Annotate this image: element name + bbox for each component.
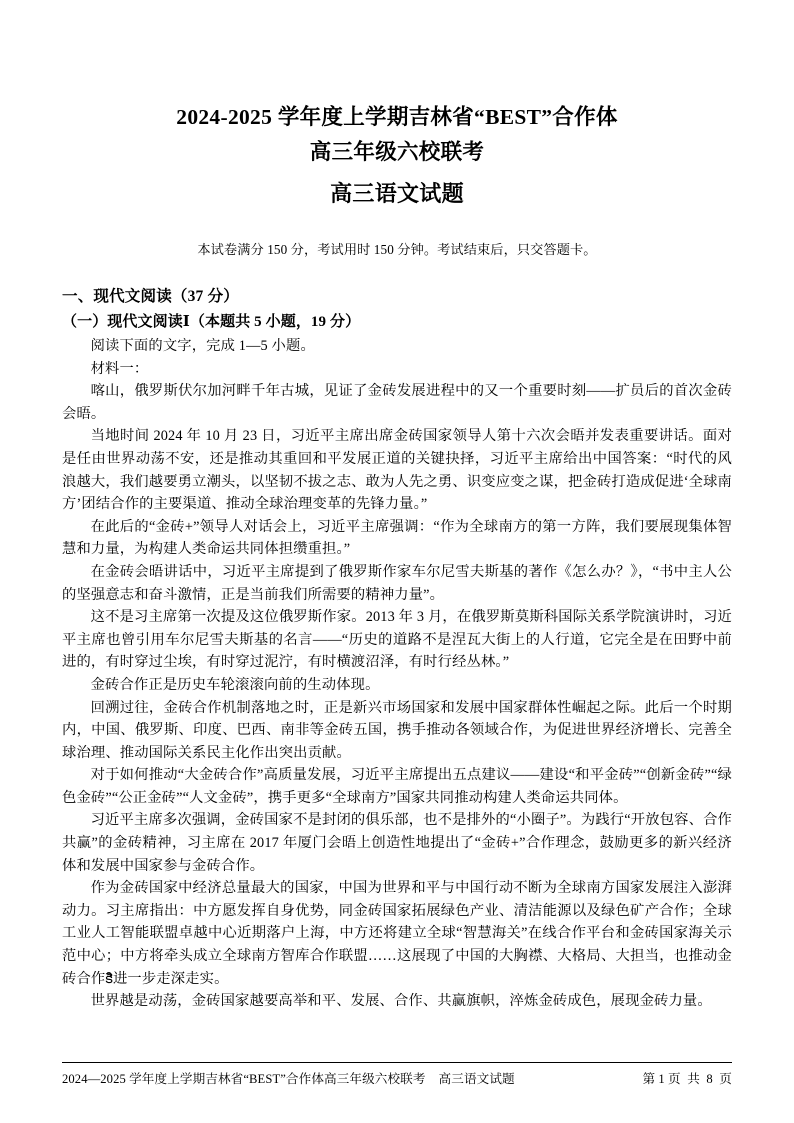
footer-page-number: 第 1 页 共 8 页: [642, 1072, 732, 1086]
body-paragraph: 作为金砖国家中经济总量最大的国家，中国为世界和平与中国行动不断为全球南方国家发展注入澎湃动力。习主席指出：中方愿发挥自身优势，同金砖国家拓展绿色产业、清洁能源以及绿色矿产合作；全球工业人工智能联盟卓越中心近期落户上海，中方还将建立全球“智慧海关”在线合作平台和金砖国家海关示范中心；中方将牵头成立全球南方智库合作联盟……这展现了中国的大胸襟、大格局、大担当，也推动金砖合作కెి进一步走深走实。: [62, 880, 732, 987]
body-paragraph: 当地时间 2024 年 10 月 23 日，习近平主席出席金砖国家领导人第十六次会晤并发表重要讲话。面对是任由世界动荡不安，还是推动其重回和平发展正道的关键抉择，习近平主席给出中国答案：“时代的风浪越大，我们越要勇立潮头，以坚韧不拔之志、敢为人先之勇、识变应变之谋，把金砖打造成促进‘全球南方’团结合作的主要渠道、推动全球治理变革的先锋力量。”: [62, 428, 732, 513]
section-heading: 一、现代文阅读（37 分）: [62, 288, 239, 305]
body-paragraph: 金砖合作正是历史车轮滚滚向前的生动体现。: [90, 676, 380, 693]
instruction-text: 阅读下面的文字，完成 1—5 小题。: [90, 338, 315, 354]
body-paragraph: 世界越是动荡，金砖国家越要高举和平、发展、合作、共赢旗帜，淬炼金砖成色，展现金砖力量。: [90, 993, 712, 1010]
footer-left-text: 2024—2025 学年度上学期吉林省“BEST”合作体高三年级六校联考 高三语文试题: [62, 1072, 515, 1086]
body-paragraph: 对于如何推动“大金砖合作”高质量发展，习近平主席提出五点建议——建设“和平金砖”“创新金砖”“绿色金砖”“公正金砖”“人文金砖”，携手更多“全球南方”国家共同推动构建人类命运共同体。: [62, 767, 732, 806]
body-paragraph: 这不是习主席第一次提及这位俄罗斯作家。2013 年 3 月，在俄罗斯莫斯科国际关系学院演讲时，习近平主席也曾引用车尔尼雪夫斯基的名言——“历史的道路不是涅瓦大街上的人行道，它完全是在田野中前进的，有时穿过尘埃，有时穿过泥泞，有时横渡沼泽，有时行经丛林。”: [62, 609, 732, 671]
body-paragraph: 在金砖会晤讲话中，习近平主席提到了俄罗斯作家车尔尼雪夫斯基的著作《怎么办？》，“书中主人公的坚强意志和奋斗激情，正是当前我们所需要的精神力量”。: [62, 563, 732, 603]
exam-title-line-2: 高三年级六校联考: [309, 140, 485, 164]
page-footer: [62, 1062, 732, 1087]
body-paragraph: 在此后的“金砖+”领导人对话会上，习近平主席强调：“作为全球南方的第一方阵，我们要展现集体智慧和力量，为构建人类命运共同体担缵重担。”: [62, 518, 732, 558]
body-paragraph: 习近平主席多次强调，金砖国家不是封闭的俱乐部，也不是排外的“小圈子”。为践行“开放包容、合作共赢”的金砖精神，习主席在 2017 年厦门会晤上创造性地提出了“金砖+”合作理念，鼓励更多的新兴经济体和发展中国家参与金砖合作。: [62, 812, 732, 874]
exam-title-line-1: 2024-2025 学年度上学期吉林省“BEST”合作体: [176, 105, 618, 129]
exam-info: 本试卷满分 150 分，考试用时 150 分钟。考试结束后，只交答题卡。: [197, 242, 597, 257]
body-paragraph: 回溯过往，金砖合作机制落地之时，正是新兴市场国家和发展中国家群体性崛起之际。此后一个时期内，中国、俄罗斯、印度、巴西、南非等金砖五国，携手推动各领域合作，为促进世界经济增长、完善全球治理、推动国际关系民主化作出突出贡献。: [62, 699, 732, 761]
paper-title: 高三语文试题: [330, 181, 464, 206]
body-paragraph: 喀山，俄罗斯伏尔加河畔千年古城，见证了金砖发展进程中的又一个重要时刻——扩员后的首次金砖会晤。: [62, 383, 732, 422]
sub-section-heading: （一）现代文阅读Ⅰ（本题共 5 小题，19 分）: [62, 314, 361, 330]
material-label: 材料一：: [90, 360, 149, 377]
title-block: [62, 100, 732, 214]
